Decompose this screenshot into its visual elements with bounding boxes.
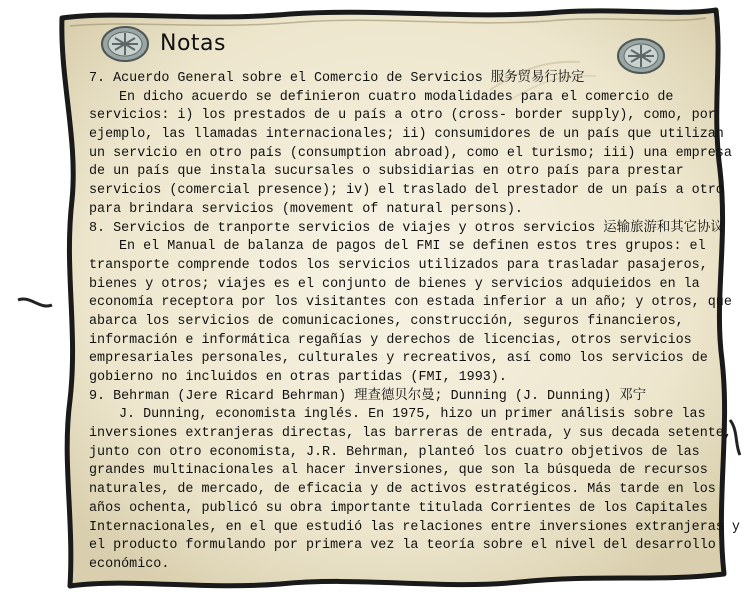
note-line: un servicio en otro país (consumption abroad), como el turismo; iii) una empresa <box>89 145 732 161</box>
note-line: para brindara servicios (movement of natural persons). <box>89 201 523 217</box>
note-line: de un país que instala sucursales o subsidiarias en otro país para prestar <box>89 164 684 180</box>
note-line: transporte comprende todos los servicios utilizados para trasladar pasajeros, <box>89 257 708 273</box>
note-line: abarca los servicios de comunicaciones, construcción, seguros financieros, <box>89 313 684 329</box>
note-line: grandes multinacionales al hacer inversiones, que son la búsqueda de recursos <box>89 463 708 479</box>
note-line: bienes y otros; viajes es el conjunto de bienes y servicios adquieidos en la <box>89 276 700 292</box>
note-line: servicios (comercial presence); iv) el traslado del prestador de un país a otro <box>89 183 724 199</box>
note-line: económico. <box>89 556 170 572</box>
note-line: ejemplo, las llamadas internacionales; ii) consumidores de un país que utilizan <box>89 127 724 143</box>
note-heading: 7. Acuerdo General sobre el Comercio de Servicios 服务贸易行协定 <box>89 71 585 86</box>
note-line: Internacionales, en el que estudió las relaciones entre inversiones extranjeras y <box>89 519 740 535</box>
page-title: Notas <box>160 31 226 56</box>
note-line: naturales, de mercado, de eficacia y de activos estratégicos. Más tarde en los <box>89 482 716 498</box>
note-line: economía receptora por los visitantes con estada inferior a un año; y otros, que <box>89 295 732 311</box>
note-line: En el Manual de balanza de pagos del FMI se definen estos tres grupos: el <box>119 239 706 255</box>
note-line: En dicho acuerdo se definieron cuatro modalidades para el comercio de <box>119 89 674 105</box>
note-line: gobierno no incluidos en otras partidas (FMI, 1993). <box>89 370 507 385</box>
note-line: J. Dunning, economista inglés. En 1975, hizo un primer análisis sobre las <box>119 407 706 423</box>
note-line: empresariales personales, culturales y recreativos, así como los servicios de <box>89 351 708 367</box>
note-line: junto con otro economista, J.R. Behrman, planteó los cuatro objetivos de las <box>89 444 700 460</box>
note-line: información e informática regañías y derechos de licencias, otros servicios <box>89 332 692 348</box>
note-line: servicios: i) los prestados de u país a otro (cross- border supply), como, por <box>89 108 716 124</box>
note-line: años ochenta, publicó su obra importante titulada Corrientes de los Capitales <box>89 500 708 516</box>
note-line: inversiones extranjeras directas, las barreras de entrada, y sus decada setente, <box>89 426 732 442</box>
note-line: el producto formulando por primera vez la teoría sobre el nivel del desarrollo <box>89 538 716 554</box>
note-heading: 9. Behrman (Jere Ricard Behrman) 理查德贝尔曼; Dunning (J. Dunning) 邓宁 <box>89 388 647 404</box>
note-heading: 8. Servicios de tranporte servicios de viajes y otros servicios 运输旅游和其它协议 <box>89 220 724 236</box>
stamp-icon <box>100 24 150 64</box>
notes-content <box>89 70 740 575</box>
